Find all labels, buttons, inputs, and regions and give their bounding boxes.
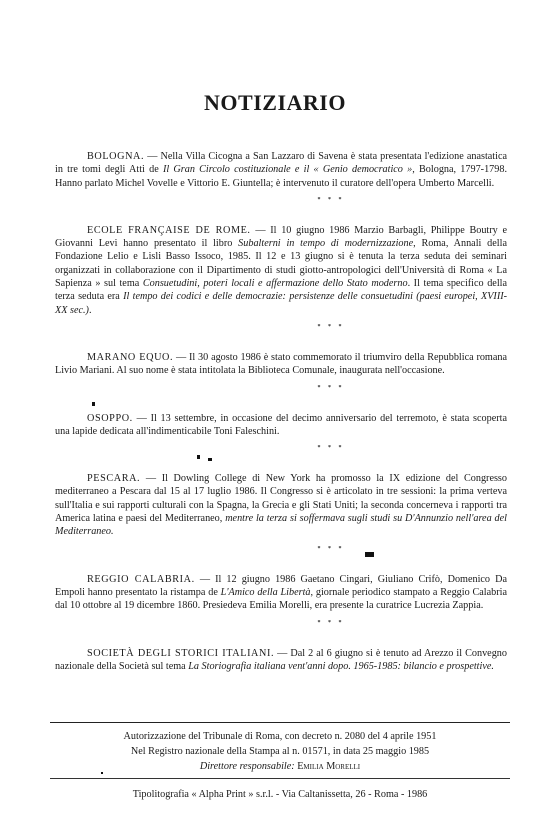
news-entry (55, 224, 507, 331)
news-entry (55, 647, 507, 674)
footer-printer (50, 787, 510, 802)
news-entry (55, 150, 507, 204)
entry-text: . (88, 304, 92, 316)
entry-paragraph (55, 150, 507, 190)
entry-text: , giornale periodico stampato a Reggio Calabria dal 10 ottobre al 19 dicembre 1860. Presiedeva Emilia Morelli, era presente la curatrice Lucrezia Zappia. (55, 586, 507, 612)
footer-top-rule (50, 722, 510, 723)
entry-place: BOLOGNA. (87, 151, 145, 162)
entry-place: ECOLE FRANÇAISE DE ROME. (87, 224, 251, 236)
entry-paragraph (55, 224, 507, 317)
section-separator: * * * (317, 384, 345, 391)
entry-place: PESCARA. (87, 473, 141, 485)
entry-paragraph (55, 647, 507, 674)
scan-speck (92, 402, 95, 406)
scan-speck (197, 455, 200, 459)
entry-text: — Nella Villa Cicogna a San Lazzaro di Savena è stata presentata l'edizione anastatica in tre tomi degli Atti de (55, 151, 507, 176)
section-separator: * * * (317, 196, 345, 203)
entry-italic-text: L'Amico della Libertà (220, 586, 311, 598)
page-title: NOTIZIARIO (204, 90, 346, 115)
news-entry (55, 472, 507, 552)
entry-text: — Il 13 settembre, in occasione del decimo anniversario del terremoto, è stata scoperta una lapide dedicata all'indimenticabile Toni Faleschini. (55, 412, 507, 437)
entry-text: , Roma, Annali della Fondazione Lelio e Lisli Basso Issoco, 1985. Il 12 e 13 giugno si è tenuta la terza seduta dei seminari organizzati in collaborazione con il Dipartimento di studi giotto-antropologici dell'Università di Roma « La Sapienza » sul tema (55, 238, 507, 290)
entry-paragraph (55, 573, 507, 613)
director-label: Direttore responsabile: (199, 761, 295, 772)
entry-paragraph (55, 412, 507, 439)
entry-place: REGGIO CALABRIA. (87, 573, 195, 585)
news-entry (55, 573, 507, 627)
footer-imprint (50, 729, 510, 774)
printer-line: Tipolitografia « Alpha Print » s.r.l. - Via Caltanissetta, 26 - Roma - 1986 (132, 789, 428, 800)
entry-italic-text: mentre la terza si soffermava sugli studi su D'Annunzio nell'area del Mediterraneo. (55, 513, 507, 538)
entry-paragraph (55, 351, 507, 378)
entry-place: MARANO EQUO. (87, 351, 174, 363)
footer-authorization: Autorizzazione del Tribunale di Roma, con decreto n. 2080 del 4 aprile 1951 (123, 731, 437, 742)
news-entry (55, 412, 507, 453)
entry-italic-text: Subalterni in tempo di modernizzazione (238, 238, 414, 250)
entry-italic-text: Il tempo dei codici e delle democrazie: persistenze delle consuetudini (paesi europei, XVIII-XX sec.) (55, 291, 507, 316)
entry-italic-text: Consuetudini, poteri locali e affermazione dello Stato moderno (142, 278, 408, 290)
entry-paragraph (55, 472, 507, 538)
footer-director (50, 759, 510, 774)
entry-text: — Il 10 giugno 1986 Marzio Barbagli, Philippe Boutry e Giovanni Levi hanno presentato il libro (55, 224, 507, 250)
entry-italic-text: La Storiografia italiana vent'anni dopo. 1965-1985: bilancio e prospettive. (188, 660, 494, 672)
entry-place: SOCIETÀ DEGLI STORICI ITALIANI. (87, 647, 275, 659)
news-entries (55, 150, 507, 673)
director-name: Emilia Morelli (297, 761, 361, 772)
footer-registration: Nel Registro nazionale della Stampa al n. 01571, in data 25 maggio 1985 (130, 746, 430, 757)
entry-place: OSOPPO. (87, 412, 133, 424)
entry-text: , Bologna, 1797-1798. Hanno parlato Michel Vovelle e Vittorio E. Giuntella; è intervenuto il curatore dell'opera Umberto Marcelli. (55, 164, 507, 189)
entry-text: — Dal 2 al 6 giugno si è tenuto ad Arezzo il Convegno nazionale della Società sul tema (55, 647, 507, 672)
section-separator: * * * (317, 619, 345, 626)
footer-middle-rule (50, 778, 510, 779)
entry-text: — Il 30 agosto 1986 è stato commemorato il triumviro della Repubblica romana Livio Mariani. Al suo nome è stata intitolata la Biblioteca Comunale, inaugurata nell'occasione. (55, 351, 507, 377)
entry-text: — Il 12 giugno 1986 Gaetano Cingari, Giuliano Crifò, Domenico Da Empoli hanno presentato la ristampa de (55, 573, 507, 598)
entry-text: . Il tema specifico della terza seduta era (55, 278, 507, 303)
section-separator: * * * (317, 545, 345, 552)
section-separator: * * * (317, 445, 345, 452)
scan-speck (365, 552, 374, 557)
scan-speck (101, 772, 103, 774)
section-separator: * * * (317, 323, 345, 330)
entry-text: — Il Dowling College di New York ha promosso la IX edizione del Congresso mediterraneo a Pescara dal 15 al 17 luglio 1986. Il Congresso si è articolato in tre sessioni: la prima verteva sull'Italia e sui rapporti culturali con la Spagna, la Grecia e gli Stati Uniti; la seconda concerneva i rapporti tra America latina e paesi del Mediterraneo, (55, 473, 507, 525)
news-entry (55, 351, 507, 392)
entry-italic-text: Il Gran Circolo costituzionale e il « Genio democratico » (162, 164, 413, 176)
scan-speck (208, 458, 212, 461)
